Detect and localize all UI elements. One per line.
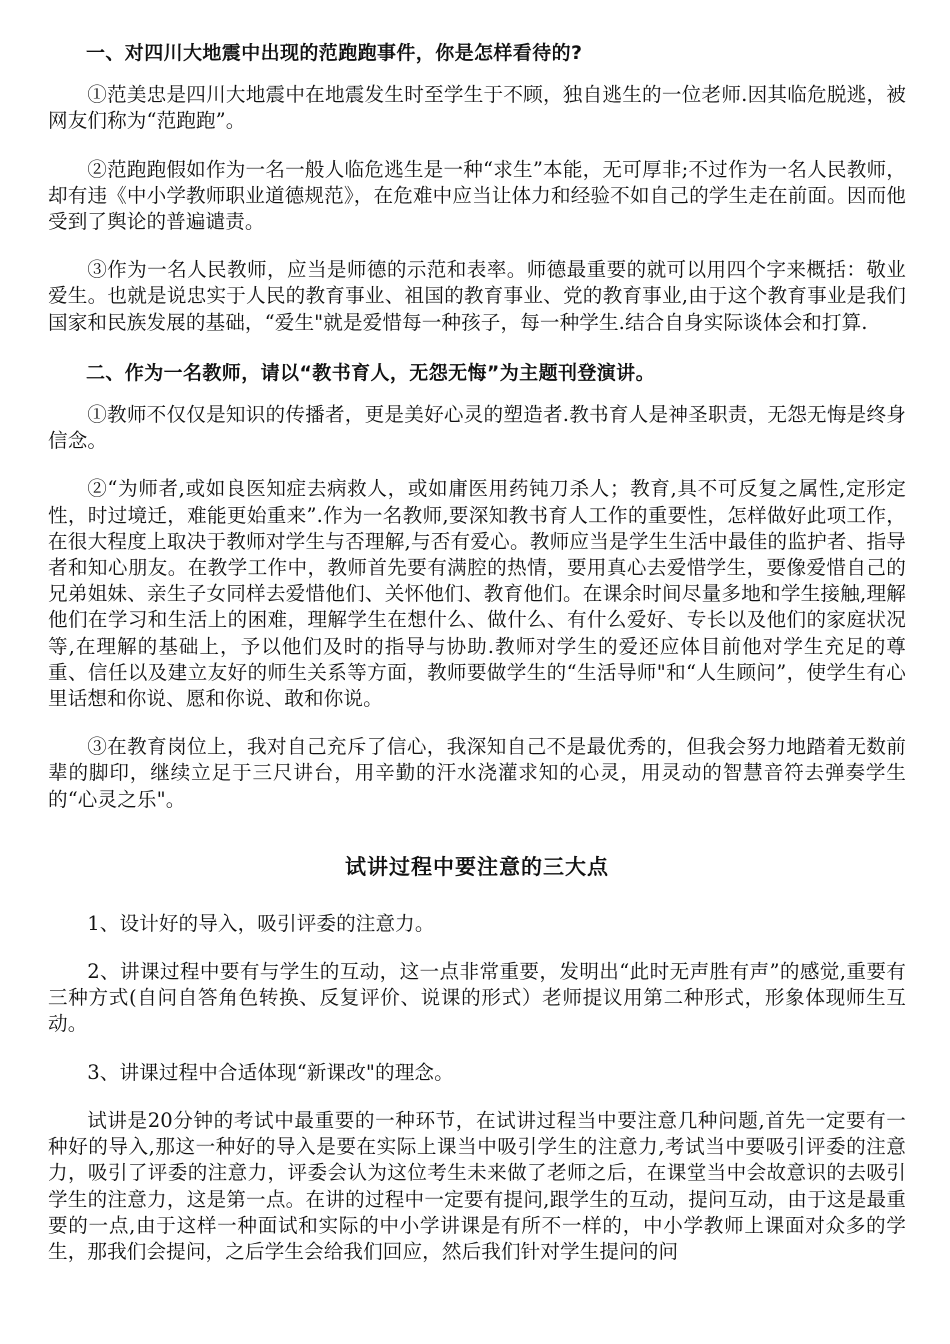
q2-paragraph-3: ③在教育岗位上，我对自己充斥了信心，我深知自己不是最优秀的，但我会努力地踏着无数前辈的脚印，继续立足于三尺讲台，用辛勤的汗水浇灌求知的心灵，用灵动的智慧音符去弹奏学生的“心灵之乐"。 bbox=[48, 735, 906, 811]
question-2-heading: 二、作为一名教师，请以“教书育人，无怨无悔”为主题刊登演讲。 bbox=[86, 361, 655, 384]
section-point-3: 3、讲课过程中合适体现“新课改"的理念。 bbox=[87, 1060, 454, 1084]
q1-paragraph-2: ②范跑跑假如作为一名一般人临危逃生是一种“求生”本能，无可厚非;不过作为一名人民教师，却有违《中小学教师职业道德规范》，在危难中应当让体力和经验不如自己的学生走在前面。因而他受到了舆论的普遍谴责。 bbox=[48, 157, 906, 234]
section-title: 试讲过程中要注意的三大点 bbox=[345, 854, 609, 879]
section-paragraph-4: 试讲是20分钟的考试中最重要的一种环节，在试讲过程当中要注意几种问题,首先一定要有一种好的导入,那这一种好的导入是要在实际上课当中吸引学生的注意力,考试当中要吸引评委的注意力，吸引了评委的注意力，评委会认为这位考生未来做了老师之后，在课堂当中会故意识的去吸引学生的注意力，这是第一点。在讲的过程中一定要有提问,跟学生的互动，提问互动，由于这是最重要的一点,由于这样一种面试和实际的中小学讲课是有所不一样的，中小学教师上课面对众多的学生，那我们会提问，之后学生会给我们回应，然后我们针对学生提问的问 bbox=[48, 1108, 906, 1263]
q2-paragraph-2: ②“为师者,或如良医知症去病救人，或如庸医用药钝刀杀人；教育,具不可反复之属性,定形定性，时过境迁，难能更始重来”.作为一名教师,要深知教书育人工作的重要性，怎样做好此项工作，在很大程度上取决于教师对学生与否理解,与否有爱心。教师应当是学生生活中最佳的监护者、指导者和知心朋友。在教学工作中，教师首先要有满腔的热情，要用真心去爱惜学生，要像爱惜自己的兄弟姐妹、亲生子女同样去爱惜他们、关怀他们、教育他们。在课余时间尽量多地和学生接触,理解他们在学习和生活上的困难，理解学生在想什么、做什么、有什么爱好、专长以及他们的家庭状况等,在理解的基础上，予以他们及时的指导与协助.教师对学生的爱还应体目前他对学生充足的尊重、信任以及建立友好的师生关系等方面，教师要做学生的“生活导师"和“人生顾问”，使学生有心里话想和你说、愿和你说、敢和你说。 bbox=[48, 477, 906, 711]
q2-paragraph-1: ①教师不仅仅是知识的传播者，更是美好心灵的塑造者.教书育人是神圣职责，无怨无悔是终身信念。 bbox=[48, 403, 906, 453]
q1-paragraph-1: ①范美忠是四川大地震中在地震发生时至学生于不顾，独自逃生的一位老师.因其临危脱逃，被网友们称为“范跑跑”。 bbox=[48, 83, 906, 133]
question-1-heading: 一、对四川大地震中出现的范跑跑事件，你是怎样看待的? bbox=[86, 42, 583, 64]
document-page bbox=[48, 40, 906, 1265]
section-point-2: 2、讲课过程中要有与学生的互动，这一点非常重要，发明出“此时无声胜有声”的感觉,重要有三种方式(自问自答角色转换、反复评价、说课的形式）老师提议用第二种形式，形象体现师生互动。 bbox=[48, 960, 906, 1036]
q1-paragraph-3: ③作为一名人民教师，应当是师德的示范和表率。师德最重要的就可以用四个字来概括：敬业爱生。也就是说忠实于人民的教育事业、祖国的教育事业、党的教育事业,由于这个教育事业是我们国家和民族发展的基础，“爱生"就是爱惜每一种孩子，每一种学生.结合自身实际谈体会和打算. bbox=[48, 258, 906, 334]
section-point-1: 1、设计好的导入，吸引评委的注意力。 bbox=[87, 911, 435, 935]
